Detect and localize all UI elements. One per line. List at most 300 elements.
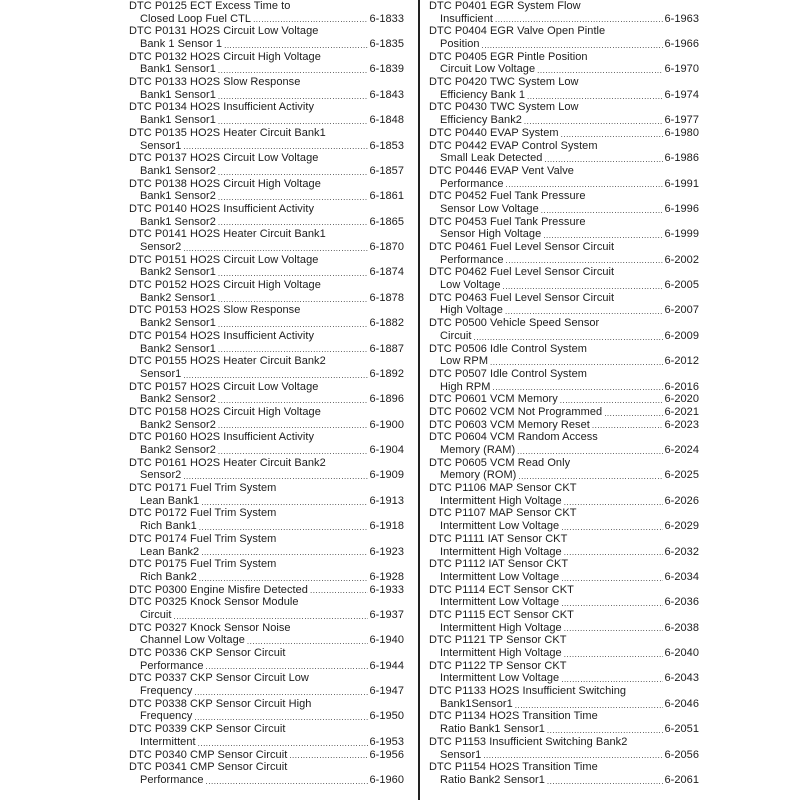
index-entry[interactable] xyxy=(129,698,404,723)
dtc-title: DTC P1122 TP Sensor CKT xyxy=(429,659,567,672)
dot-leader xyxy=(218,446,369,457)
index-entry-line xyxy=(129,13,404,26)
dtc-title: DTC P0339 CKP Sensor Circuit xyxy=(129,723,286,736)
index-entry[interactable] xyxy=(429,406,699,419)
page-number[interactable]: 6-2005 xyxy=(664,279,699,292)
dtc-title: DTC P0152 HO2S Circuit High Voltage xyxy=(129,279,321,292)
index-entry[interactable] xyxy=(429,241,699,266)
index-entry[interactable] xyxy=(429,685,699,710)
dot-leader xyxy=(183,370,368,381)
index-entry-line xyxy=(129,330,404,343)
index-entry[interactable] xyxy=(429,51,699,76)
index-entry-line xyxy=(429,520,699,533)
index-entry[interactable] xyxy=(129,558,404,583)
index-entry[interactable] xyxy=(129,482,404,507)
index-entry[interactable] xyxy=(129,431,404,456)
dtc-title: DTC P0155 HO2S Heater Circuit Bank2 xyxy=(129,355,326,368)
index-entry-line xyxy=(429,431,699,444)
dot-leader xyxy=(218,217,369,228)
dtc-title: DTC P1133 HO2S Insufficient Switching xyxy=(429,685,627,698)
index-entry-line xyxy=(129,216,404,229)
index-entry-line xyxy=(429,254,699,267)
index-entry-line xyxy=(429,25,699,38)
page-number[interactable]: 6-1996 xyxy=(664,202,699,215)
dtc-title-continuation: Memory (ROM) xyxy=(440,469,517,482)
index-entry[interactable] xyxy=(429,736,699,761)
index-entry[interactable] xyxy=(129,0,404,25)
dtc-title: DTC P1121 TP Sensor CKT xyxy=(429,634,567,647)
page-number[interactable]: 6-1874 xyxy=(369,266,404,279)
dot-leader xyxy=(206,776,369,787)
index-entry-line xyxy=(429,736,699,749)
index-entry-line xyxy=(129,254,404,267)
index-entry[interactable] xyxy=(129,533,404,558)
index-entry-line xyxy=(429,317,699,330)
index-entry-line xyxy=(129,89,404,102)
index-entry-line xyxy=(429,546,699,559)
page-number[interactable]: 6-1986 xyxy=(664,152,699,165)
page-number[interactable]: 6-2020 xyxy=(664,393,699,406)
dot-leader xyxy=(560,395,664,406)
index-entry[interactable] xyxy=(429,609,699,634)
dot-leader xyxy=(524,116,664,127)
index-entry[interactable] xyxy=(129,647,404,672)
index-entry[interactable] xyxy=(429,482,699,507)
dtc-title-continuation: Bank1 Sensor1 xyxy=(140,88,216,101)
index-entry-line xyxy=(429,279,699,292)
index-entry[interactable] xyxy=(129,723,404,748)
index-entry[interactable] xyxy=(429,216,699,241)
index-entry[interactable] xyxy=(129,457,404,482)
page-number[interactable]: 6-1977 xyxy=(664,114,699,127)
dot-leader xyxy=(543,230,663,241)
page-number[interactable]: 6-1839 xyxy=(369,63,404,76)
index-entry-line xyxy=(129,190,404,203)
dot-leader xyxy=(561,129,664,140)
index-entry[interactable] xyxy=(129,228,404,253)
index-entry-line xyxy=(129,584,404,597)
index-entry-line xyxy=(429,305,699,318)
page-number[interactable]: 6-2016 xyxy=(664,380,699,393)
page-number[interactable]: 6-1999 xyxy=(664,228,699,241)
index-entry[interactable] xyxy=(129,76,404,101)
dtc-title: DTC P0340 CMP Sensor Circuit xyxy=(129,748,288,761)
page-number[interactable]: 6-2046 xyxy=(664,697,699,710)
dot-leader xyxy=(218,91,369,102)
index-entry[interactable] xyxy=(129,749,404,762)
index-entry-line xyxy=(129,482,404,495)
index-entry[interactable] xyxy=(429,584,699,609)
index-entry-line xyxy=(129,634,404,647)
index-entry-line xyxy=(129,457,404,470)
page-number[interactable]: 6-1974 xyxy=(664,88,699,101)
dtc-title-continuation: Ratio Bank1 Sensor1 xyxy=(440,723,545,736)
dtc-title-continuation: Circuit Low Voltage xyxy=(440,63,536,76)
dot-leader xyxy=(218,344,369,355)
index-entry[interactable] xyxy=(129,152,404,177)
page-number[interactable]: 6-2009 xyxy=(664,329,699,342)
dot-leader xyxy=(218,294,369,305)
page-number[interactable]: 6-1835 xyxy=(369,38,404,51)
dtc-title: DTC P0157 HO2S Circuit Low Voltage xyxy=(129,380,319,393)
page-number[interactable]: 6-1861 xyxy=(369,190,404,203)
index-entry[interactable] xyxy=(129,596,404,621)
index-entry-line xyxy=(129,749,404,762)
index-entry-line xyxy=(129,241,404,254)
dtc-title-continuation: Efficiency Bank2 xyxy=(440,114,522,127)
index-entry-line xyxy=(129,774,404,787)
index-entry[interactable] xyxy=(429,660,699,685)
index-entry[interactable] xyxy=(129,102,404,127)
page-number[interactable]: 6-2056 xyxy=(664,748,699,761)
index-entry-line xyxy=(429,774,699,787)
page-number[interactable]: 6-1980 xyxy=(664,126,699,139)
index-entry[interactable] xyxy=(429,127,699,140)
page-number[interactable]: 6-1944 xyxy=(369,659,404,672)
index-entry-line xyxy=(429,749,699,762)
index-entry[interactable] xyxy=(129,761,404,786)
index-entry-line xyxy=(129,596,404,609)
index-entry[interactable] xyxy=(129,406,404,431)
index-entry[interactable] xyxy=(429,165,699,190)
dtc-title: DTC P0462 Fuel Level Sensor Circuit xyxy=(429,266,615,279)
index-entry-line xyxy=(129,305,404,318)
index-entry-line xyxy=(129,622,404,635)
dot-leader xyxy=(218,319,369,330)
page-number[interactable]: 6-1848 xyxy=(369,114,404,127)
dot-leader xyxy=(310,585,368,596)
dot-leader xyxy=(547,725,664,736)
page-number[interactable]: 6-2051 xyxy=(664,723,699,736)
page-number[interactable]: 6-1970 xyxy=(664,63,699,76)
dtc-title: DTC P0325 Knock Sensor Module xyxy=(129,596,299,609)
dot-leader xyxy=(544,154,663,165)
dtc-title: DTC P0604 VCM Random Access xyxy=(429,431,598,444)
dtc-title: DTC P0154 HO2S Insufficient Activity xyxy=(129,329,315,342)
dot-leader xyxy=(289,750,368,761)
dtc-title: DTC P0160 HO2S Insufficient Activity xyxy=(129,431,315,444)
page-number[interactable]: 6-1892 xyxy=(369,367,404,380)
dot-leader xyxy=(253,14,368,25)
dtc-title-continuation: Bank1 Sensor1 xyxy=(140,63,216,76)
dtc-title-continuation: Channel Low Voltage xyxy=(140,634,245,647)
dtc-title: DTC P0430 TWC System Low xyxy=(429,101,579,114)
index-entry[interactable] xyxy=(429,558,699,583)
dot-leader xyxy=(564,497,664,508)
index-entry[interactable] xyxy=(129,355,404,380)
index-entry[interactable] xyxy=(129,330,404,355)
index-entry[interactable] xyxy=(429,317,699,342)
index-entry-line xyxy=(429,685,699,698)
index-entry[interactable] xyxy=(129,508,404,533)
index-entry-line xyxy=(129,546,404,559)
dtc-title: DTC P0337 CKP Sensor Circuit Low xyxy=(129,672,309,685)
index-entry[interactable] xyxy=(129,381,404,406)
dtc-title-continuation: Bank1 Sensor2 xyxy=(140,164,216,177)
dtc-title: DTC P1107 MAP Sensor CKT xyxy=(429,507,577,520)
page-number[interactable]: 6-2038 xyxy=(664,621,699,634)
index-entry[interactable] xyxy=(429,533,699,558)
page-number[interactable]: 6-2007 xyxy=(664,304,699,317)
dtc-title: DTC P0174 Fuel Trim System xyxy=(129,532,277,545)
dot-leader xyxy=(247,636,369,647)
index-entry-line xyxy=(429,0,699,13)
page-number[interactable]: 6-1865 xyxy=(369,215,404,228)
dtc-title-continuation: Sensor1 xyxy=(440,748,482,761)
page-number[interactable]: 6-2025 xyxy=(664,469,699,482)
index-entry-line xyxy=(129,102,404,115)
dot-leader xyxy=(561,674,663,685)
page-number[interactable]: 6-1900 xyxy=(369,418,404,431)
dtc-title: DTC P0341 CMP Sensor Circuit xyxy=(129,761,288,774)
page-number[interactable]: 6-1913 xyxy=(369,494,404,507)
index-entry-line xyxy=(129,698,404,711)
index-entry-line xyxy=(129,723,404,736)
index-entry[interactable] xyxy=(429,25,699,50)
index-entry[interactable] xyxy=(129,622,404,647)
index-entry-line xyxy=(429,355,699,368)
index-entry[interactable] xyxy=(129,127,404,152)
dtc-title: DTC P0138 HO2S Circuit High Voltage xyxy=(129,177,321,190)
index-entry-line xyxy=(429,393,699,406)
dtc-title: DTC P0327 Knock Sensor Noise xyxy=(129,621,291,634)
index-entry[interactable] xyxy=(429,0,699,25)
index-entry[interactable] xyxy=(129,178,404,203)
dtc-title-continuation: Intermittent Low Voltage xyxy=(440,570,560,583)
index-entry-line xyxy=(429,469,699,482)
index-entry[interactable] xyxy=(429,457,699,482)
index-entry-line xyxy=(429,596,699,609)
index-entry-line xyxy=(129,368,404,381)
dot-leader xyxy=(518,471,663,482)
dot-leader xyxy=(561,522,663,533)
dtc-title-continuation: Bank2 Sensor2 xyxy=(140,393,216,406)
index-entry-line xyxy=(129,292,404,305)
page-number[interactable]: 6-1882 xyxy=(369,317,404,330)
page-number[interactable]: 6-1933 xyxy=(369,583,404,596)
index-entry-line xyxy=(129,761,404,774)
index-entry-line xyxy=(129,381,404,394)
index-entry-line xyxy=(129,609,404,622)
dtc-title-continuation: Intermittent High Voltage xyxy=(440,545,562,558)
page-number[interactable]: 6-1853 xyxy=(369,139,404,152)
page-number[interactable]: 6-2034 xyxy=(664,570,699,583)
page-number[interactable]: 6-1953 xyxy=(369,735,404,748)
dtc-title-continuation: Sensor High Voltage xyxy=(440,228,542,241)
index-entry[interactable] xyxy=(129,305,404,330)
index-entry-line xyxy=(129,63,404,76)
index-entry[interactable] xyxy=(429,634,699,659)
dtc-title: DTC P0463 Fuel Level Sensor Circuit xyxy=(429,291,615,304)
index-entry-line xyxy=(129,178,404,191)
dot-leader xyxy=(503,281,664,292)
index-entry-line xyxy=(429,711,699,724)
page-number[interactable]: 6-1950 xyxy=(369,710,404,723)
dtc-title: DTC P1114 ECT Sensor CKT xyxy=(429,583,574,596)
index-entry-line xyxy=(429,381,699,394)
page-number[interactable]: 6-2036 xyxy=(664,596,699,609)
page-number[interactable]: 6-1940 xyxy=(369,634,404,647)
page-number[interactable]: 6-1878 xyxy=(369,291,404,304)
index-entry[interactable] xyxy=(429,140,699,165)
page-number[interactable]: 6-2032 xyxy=(664,545,699,558)
index-entry-line xyxy=(129,317,404,330)
dtc-title: DTC P0442 EVAP Control System xyxy=(429,139,598,152)
page-number[interactable]: 6-2023 xyxy=(664,418,699,431)
page-number[interactable]: 6-1870 xyxy=(369,241,404,254)
page-number[interactable]: 6-1923 xyxy=(369,545,404,558)
index-entry[interactable] xyxy=(129,254,404,279)
dtc-title-continuation: Bank1 Sensor2 xyxy=(140,190,216,203)
dot-leader xyxy=(537,65,663,76)
dtc-title: DTC P0300 Engine Misfire Detected xyxy=(129,583,308,596)
index-entry[interactable] xyxy=(429,292,699,317)
index-entry[interactable] xyxy=(129,672,404,697)
dtc-title-continuation: Intermittent High Voltage xyxy=(440,494,562,507)
index-entry[interactable] xyxy=(429,711,699,736)
index-entry-line xyxy=(129,140,404,153)
dtc-title-continuation: Sensor1 xyxy=(140,139,182,152)
index-entry[interactable] xyxy=(429,508,699,533)
index-entry[interactable] xyxy=(129,279,404,304)
page-number[interactable]: 6-1833 xyxy=(369,12,404,25)
dot-leader xyxy=(527,91,663,102)
page-number[interactable]: 6-2021 xyxy=(664,405,699,418)
index-entry[interactable] xyxy=(429,266,699,291)
dtc-title-continuation: Performance xyxy=(440,177,504,190)
dtc-title-continuation: Intermittent Low Voltage xyxy=(440,672,560,685)
dtc-title-continuation: Intermittent Low Voltage xyxy=(440,596,560,609)
page-number[interactable]: 6-1960 xyxy=(369,773,404,786)
index-entry[interactable] xyxy=(129,25,404,50)
dot-leader xyxy=(218,268,369,279)
page-number[interactable]: 6-2026 xyxy=(664,494,699,507)
dtc-title-continuation: Rich Bank2 xyxy=(140,570,197,583)
index-entry[interactable] xyxy=(429,419,699,432)
index-entry-line xyxy=(429,660,699,673)
dot-leader xyxy=(199,522,369,533)
index-entry-line xyxy=(129,25,404,38)
page-number[interactable]: 6-2040 xyxy=(664,647,699,660)
index-entry[interactable] xyxy=(429,368,699,393)
index-entry-line xyxy=(429,102,699,115)
index-entry[interactable] xyxy=(429,190,699,215)
dtc-title-continuation: High RPM xyxy=(440,380,491,393)
page-number[interactable]: 6-1966 xyxy=(664,38,699,51)
dtc-title-continuation: Small Leak Detected xyxy=(440,152,543,165)
dtc-title-continuation: Frequency xyxy=(140,710,193,723)
index-entry-line xyxy=(429,89,699,102)
dtc-title-continuation: Intermittent High Voltage xyxy=(440,621,562,634)
page-number[interactable]: 6-2043 xyxy=(664,672,699,685)
index-entry-line xyxy=(129,419,404,432)
page-number[interactable]: 6-1904 xyxy=(369,444,404,457)
index-entry[interactable] xyxy=(429,102,699,127)
page-number[interactable]: 6-2002 xyxy=(664,253,699,266)
index-entry-line xyxy=(429,558,699,571)
index-entry[interactable] xyxy=(429,76,699,101)
dot-leader xyxy=(194,687,368,698)
index-entry[interactable] xyxy=(429,343,699,368)
page-number[interactable]: 6-1963 xyxy=(664,12,699,25)
index-entry[interactable] xyxy=(429,761,699,786)
index-entry-line xyxy=(429,419,699,432)
index-entry-line xyxy=(129,508,404,521)
page-number[interactable]: 6-1991 xyxy=(664,177,699,190)
page-number[interactable]: 6-1947 xyxy=(369,685,404,698)
dot-leader xyxy=(564,623,664,634)
index-entry-line xyxy=(429,723,699,736)
index-entry-line xyxy=(429,368,699,381)
page-number[interactable]: 6-1896 xyxy=(369,393,404,406)
index-entry-line xyxy=(129,266,404,279)
index-entry-line xyxy=(429,647,699,660)
dtc-title-continuation: Efficiency Bank 1 xyxy=(440,88,526,101)
index-entry[interactable] xyxy=(129,584,404,597)
page-number[interactable]: 6-1937 xyxy=(369,608,404,621)
dtc-title: DTC P1115 ECT Sensor CKT xyxy=(429,608,574,621)
index-entry-line xyxy=(129,76,404,89)
page-number[interactable]: 6-2029 xyxy=(664,520,699,533)
index-entry-line xyxy=(429,761,699,774)
dot-leader xyxy=(218,65,369,76)
dtc-title: DTC P0172 Fuel Trim System xyxy=(129,507,277,520)
index-entry[interactable] xyxy=(429,393,699,406)
dtc-title-continuation: Intermittent Low Voltage xyxy=(440,520,560,533)
index-entry-line xyxy=(129,571,404,584)
dtc-title: DTC P0125 ECT Excess Time to xyxy=(129,0,291,12)
dtc-title-continuation: Memory (RAM) xyxy=(440,444,516,457)
page-number[interactable]: 6-2024 xyxy=(664,444,699,457)
index-entry-line xyxy=(429,241,699,254)
page-number[interactable]: 6-2012 xyxy=(664,355,699,368)
page-number[interactable]: 6-1843 xyxy=(369,88,404,101)
index-entry-line xyxy=(429,178,699,191)
index-entry-line xyxy=(129,558,404,571)
index-entry[interactable] xyxy=(129,51,404,76)
index-entry-line xyxy=(129,406,404,419)
dtc-title-continuation: Position xyxy=(440,38,480,51)
dtc-title: DTC P1111 IAT Sensor CKT xyxy=(429,532,568,545)
dtc-title: DTC P0135 HO2S Heater Circuit Bank1 xyxy=(129,126,326,139)
index-entry-line xyxy=(429,140,699,153)
index-entry-line xyxy=(429,672,699,685)
page-number[interactable]: 6-2061 xyxy=(664,773,699,786)
page-number[interactable]: 6-1909 xyxy=(369,469,404,482)
index-entry[interactable] xyxy=(429,431,699,456)
index-entry-line xyxy=(429,127,699,140)
page-number[interactable]: 6-1928 xyxy=(369,570,404,583)
page-number[interactable]: 6-1918 xyxy=(369,520,404,533)
dot-leader xyxy=(198,738,369,749)
index-entry-line xyxy=(129,152,404,165)
dot-leader xyxy=(547,776,664,787)
index-entry-line xyxy=(429,482,699,495)
index-entry-line xyxy=(429,292,699,305)
page-number[interactable]: 6-1956 xyxy=(369,748,404,761)
dot-leader xyxy=(592,420,664,431)
index-entry-line xyxy=(429,165,699,178)
page-number[interactable]: 6-1887 xyxy=(369,342,404,355)
index-entry[interactable] xyxy=(129,203,404,228)
index-entry-line xyxy=(429,584,699,597)
page-number[interactable]: 6-1857 xyxy=(369,164,404,177)
dtc-title: DTC P1112 IAT Sensor CKT xyxy=(429,558,569,571)
dot-leader xyxy=(218,395,369,406)
dot-leader xyxy=(506,179,664,190)
index-entry-line xyxy=(429,609,699,622)
dot-leader xyxy=(564,649,664,660)
